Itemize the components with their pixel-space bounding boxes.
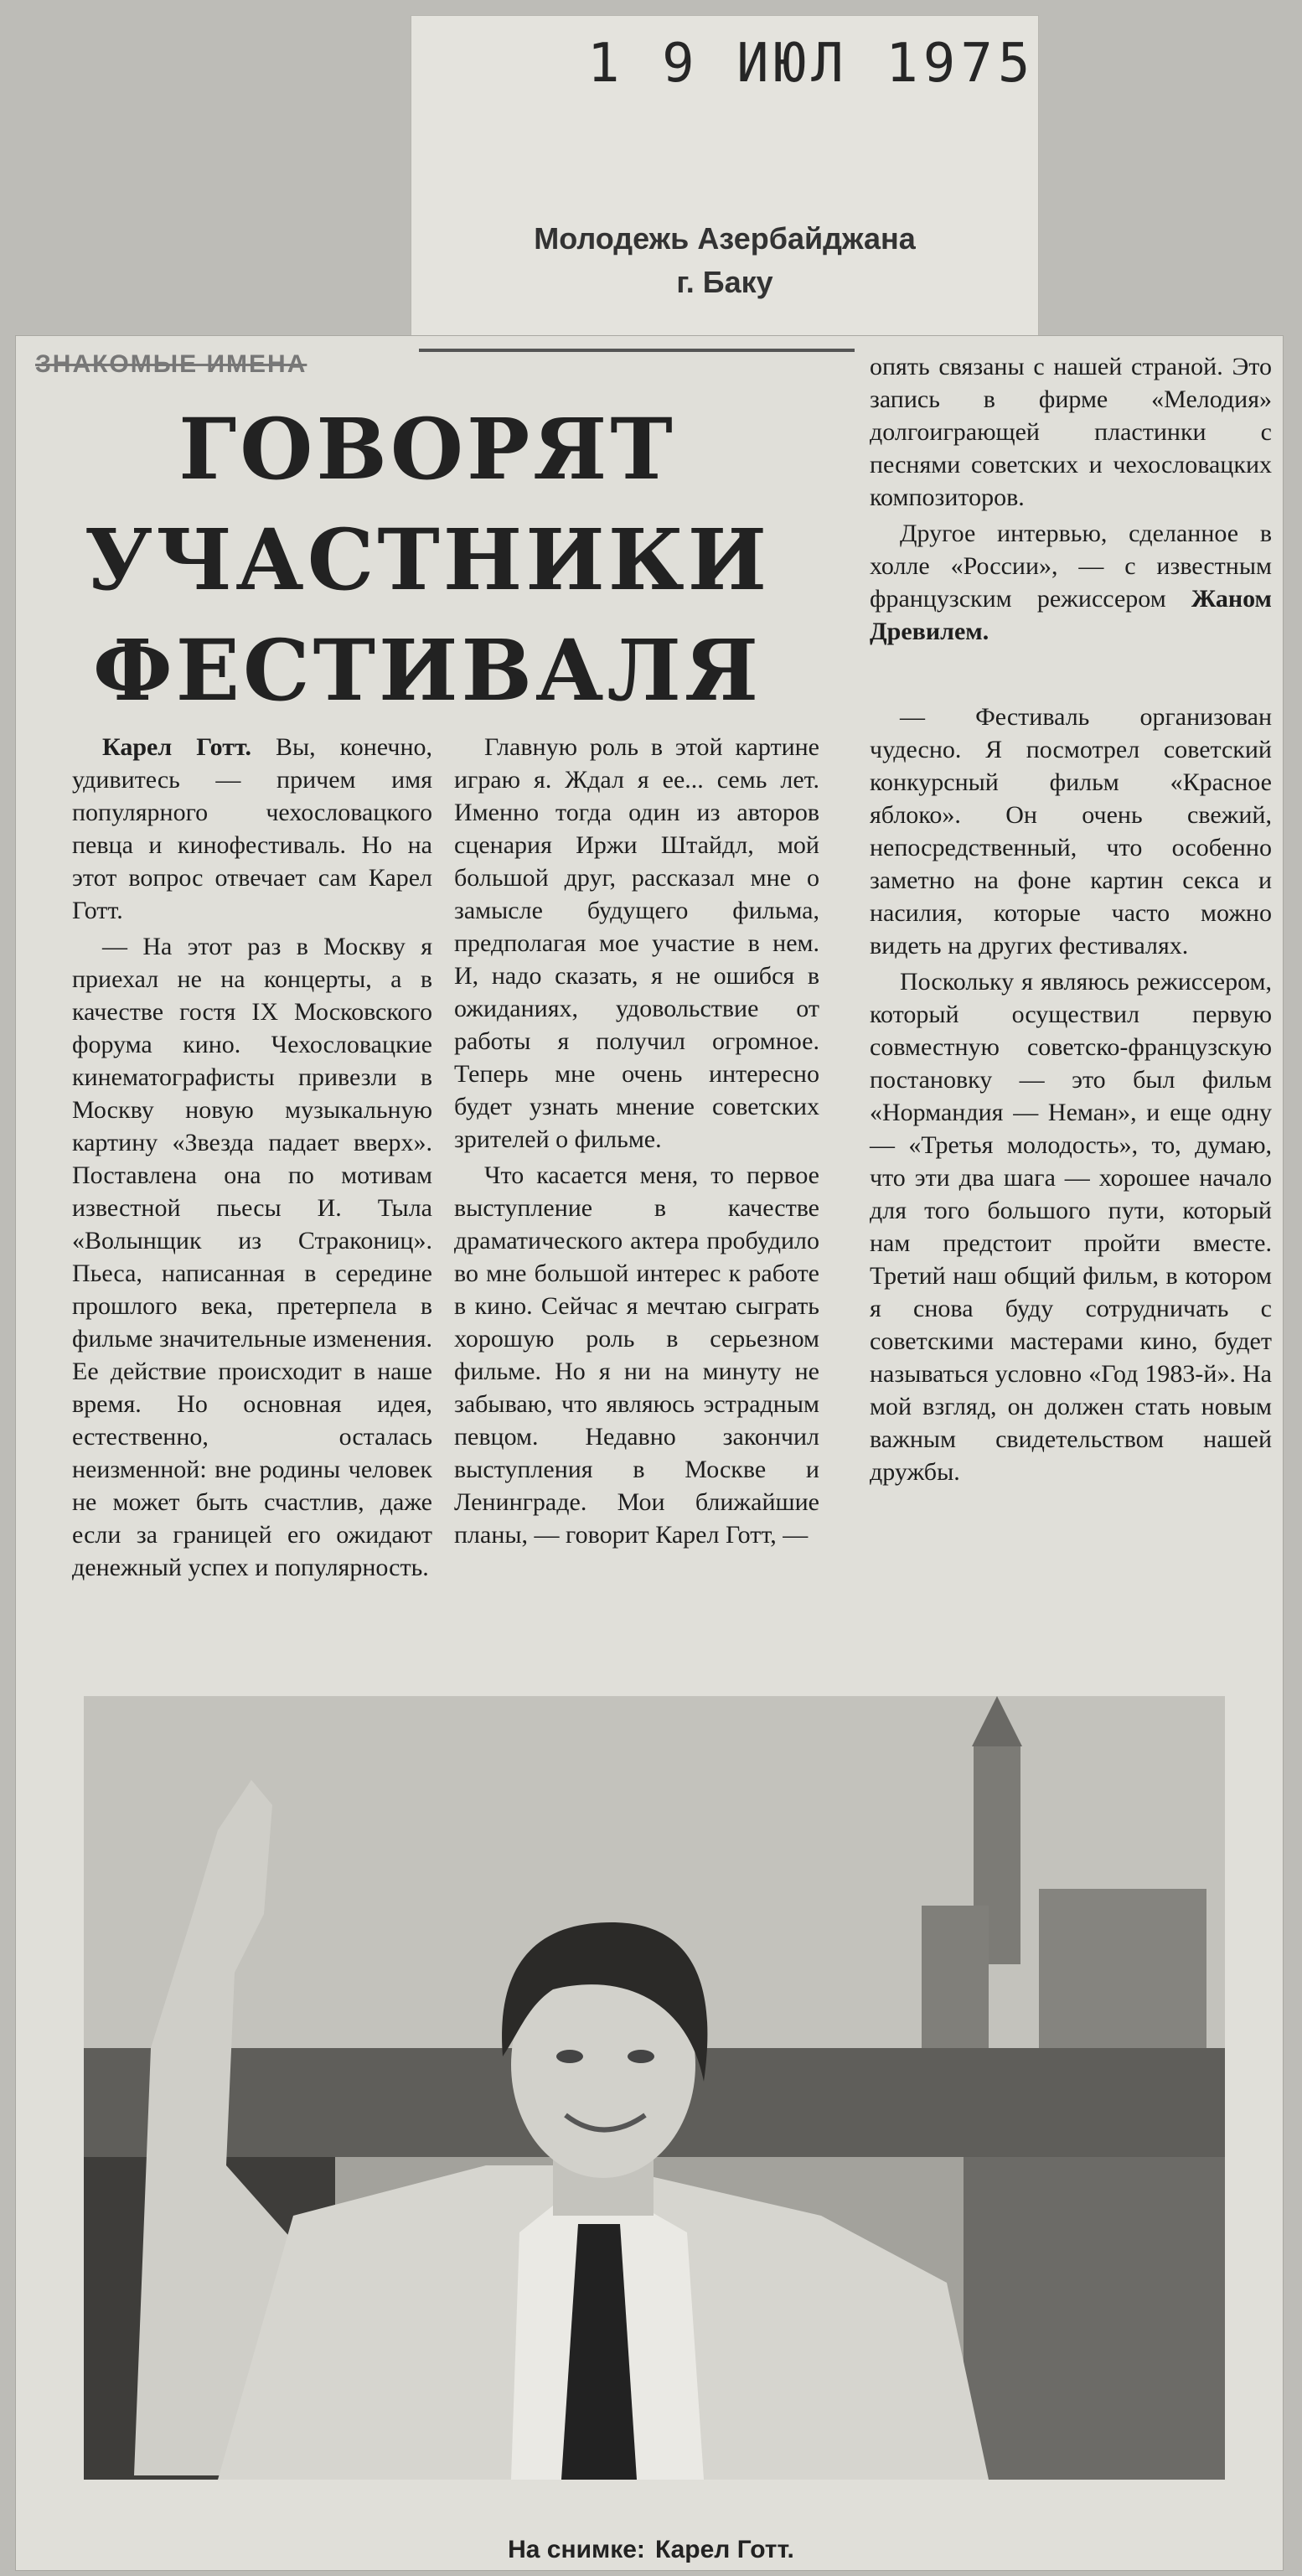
column-1	[72, 731, 432, 1587]
headline-line-1: ГОВОРЯТ	[178, 400, 676, 499]
publication-name: Молодежь Азербайджана	[534, 221, 916, 256]
photo-illustration	[84, 1696, 1225, 2480]
caption-label: На снимке:	[508, 2536, 645, 2563]
publication-city: г. Баку	[676, 265, 773, 299]
headline-line-3: ФЕСТИВАЛЯ	[92, 621, 762, 720]
col1-paragraph-2: — На этот раз в Москву я приехал не на концерты, а в качестве гостя IX Московского форума кино. Чехословацкие кинематографисты привезли в Москву новую музыкальную картину «Звезда падает вверх». Поставлена она по мотивам известной пьесы И. Тыла «Волынщик из Стракониц». Пьеса, написанная в середине прошлого века, претерпела в фильме значительные изменения. Ее действие происходит в наше время. Но основная идея, естественно, осталась неизменной: вне родины человек не может быть счастлив, даже если за границей его ожидают денежный успех и популярность.	[72, 933, 432, 1581]
col2-paragraph-1: Главную роль в этой картине играю я. Ждал я ее... семь лет. Именно тогда один из авторов сценария Иржи Штайдл, мой большой друг, рассказал мне о замысле будущего фильма, предполагая мое участие в нем. И, надо сказать, я не ошибся в ожиданиях, удовольствие от работы я получил огромное. Теперь мне очень интересно будет узнать мнение советских зрителей о фильме.	[454, 733, 819, 1153]
director-name: Жаном Древилем.	[870, 585, 1272, 645]
date-stamp: 1 9 ИЮЛ 1975	[587, 33, 1036, 95]
caption-name: Карел Готт.	[654, 2536, 794, 2563]
headline	[50, 394, 804, 726]
column-2	[454, 731, 819, 1554]
article-photo	[84, 1696, 1225, 2480]
col3-paragraph-1: опять связаны с нашей страной. Это запись в фирме «Мелодия» долгоиграющей пластинки с песнями советских и чехословацких композиторов.	[870, 353, 1272, 511]
col2-paragraph-2: Что касается меня, то первое выступление в качестве драматического актера пробудило во мне большой интерес к работе в кино. Сейчас я мечтаю сыграть хорошую роль в серьезном фильме. Но я ни на минуту не забываю, что являюсь эстрадным певцом. Недавно закончил выступления в Москве и Ленинграде. Мои ближайшие планы, — говорит Карел Готт, —	[454, 1161, 819, 1549]
photo-caption	[0, 2536, 1302, 2564]
clipping-label	[411, 15, 1039, 352]
rubric-rule	[419, 349, 855, 352]
col3-paragraph-2: Другое интервью, сделанное в холле «России», — с известным французским режиссером	[870, 520, 1272, 613]
col3-paragraph-4: Поскольку я являюсь режиссером, который осуществил первую совместную советско-французскую постановку — это был фильм «Нормандия — Неман», и еще одну — «Третья молодость», то, думаю, что эти два шага — хорошее начало для того большого пути, который нам предстоит пройти вместе. Третий наш общий фильм, в котором я снова буду сотрудничать с советскими мастерами кино, будет называться условно «Год 1983-й». На мой взгляд, он должен стать новым важным свидетельством нашей дружбы.	[870, 968, 1272, 1486]
publication-info	[411, 217, 1038, 304]
headline-line-2: УЧАСТНИКИ	[84, 510, 771, 609]
col3-paragraph-3: — Фестиваль организован чудесно. Я посмотрел советский конкурсный фильм «Красное яблоко». Он очень свежий, непосредственный, что особенно заметно на фоне картин секса и насилия, которые часто можно видеть на других фестивалях.	[870, 703, 1272, 960]
column-3-top	[870, 350, 1272, 651]
lead-name: Карел Готт.	[102, 733, 251, 761]
rubric: ЗНАКОМЫЕ ИМЕНА	[35, 350, 307, 378]
col1-paragraph-1: Вы, конечно, удивитесь — причем имя популярного чехословацкого певца и кинофестиваль. Но на этот вопрос отвечает сам Карел Готт.	[72, 733, 432, 924]
column-3-bottom	[870, 701, 1272, 1492]
